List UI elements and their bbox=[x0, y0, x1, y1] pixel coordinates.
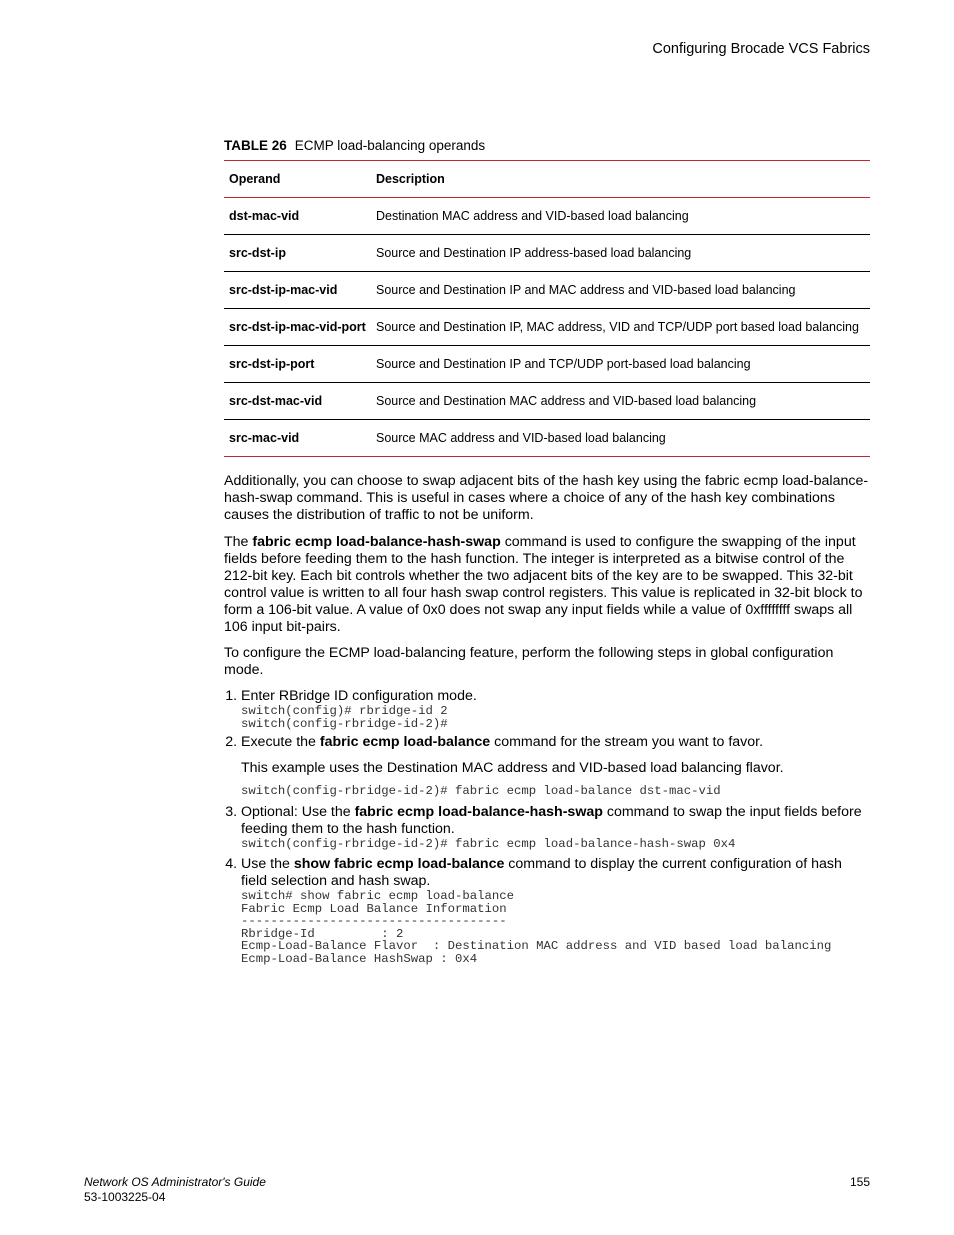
command-name: show fabric ecmp load-balance bbox=[293, 856, 505, 872]
step-note: This example uses the Destination MAC address and VID-based load balancing flavor. bbox=[241, 760, 784, 776]
footer-title: Network OS Administrator's Guide bbox=[84, 1175, 266, 1189]
running-header: Configuring Brocade VCS Fabrics bbox=[652, 41, 870, 57]
step-1 bbox=[241, 688, 870, 730]
text-run: Use the bbox=[241, 856, 294, 872]
page-number: 155 bbox=[849, 1175, 870, 1189]
table-row bbox=[224, 272, 870, 309]
operand-cell: dst-mac-vid bbox=[229, 209, 300, 223]
operand-cell: src-mac-vid bbox=[229, 431, 300, 445]
operand-cell: src-dst-ip bbox=[229, 246, 286, 260]
operand-cell: src-dst-ip-mac-vid-port bbox=[229, 320, 366, 334]
paragraph-hash-swap-intro: Additionally, you can choose to swap adjacent bits of the hash key using the fabric ecmp load-balance-hash-swap command. This is useful in cases where a choice of any of the hash key combinations causes the distribution of traffic to not be uniform. bbox=[224, 473, 869, 523]
table-row bbox=[224, 346, 870, 383]
table-row bbox=[224, 309, 870, 346]
table-row bbox=[224, 235, 870, 272]
text-run: The bbox=[224, 534, 253, 550]
operand-cell: src-dst-ip-port bbox=[229, 357, 315, 371]
column-header-operand: Operand bbox=[224, 161, 371, 198]
page-content bbox=[224, 138, 870, 965]
table-header-row bbox=[224, 161, 870, 198]
text-run: command to display the current configuration of hash field selection and hash swap. bbox=[241, 856, 842, 889]
code-block: switch# show fabric ecmp load-balance Fabric Ecmp Load Balance Information ------------------------------------ Rbridge-Id : 2 Ecmp-Load-Balance Flavor : Destination MAC address and VID based load balancing Ecmp-Load-Balance HashSwap : 0x4 bbox=[241, 889, 832, 966]
step-2 bbox=[241, 734, 870, 798]
description-cell: Source and Destination IP address-based load balancing bbox=[376, 246, 692, 260]
text-run: Execute the bbox=[241, 734, 320, 750]
table-caption-text: ECMP load-balancing operands bbox=[294, 138, 486, 153]
description-cell: Destination MAC address and VID-based load balancing bbox=[376, 209, 689, 223]
text-run: command for the stream you want to favor. bbox=[490, 734, 764, 750]
description-cell: Source and Destination IP and TCP/UDP port-based load balancing bbox=[376, 357, 751, 371]
operand-cell: src-dst-ip-mac-vid bbox=[229, 283, 338, 297]
description-cell: Source and Destination IP, MAC address, VID and TCP/UDP port based load balancing bbox=[376, 320, 859, 334]
table-label: TABLE 26 bbox=[224, 138, 287, 153]
text-run: command is used to configure the swapping of the input fields before feeding them to the hash function. The integer is interpreted as a bitwise control of the 212-bit key. Each bit controls whether the two adjacent bits of the key are to be swapped. This 32-bit control value is written to all four hash swap control registers. This value is replicated in 32-bit block to form a 106-bit value. A value of 0x0 does not swap any input fields while a value of 0xffffffff swaps all 106 input bit-pairs. bbox=[224, 534, 863, 635]
command-name: fabric ecmp load-balance-hash-swap bbox=[252, 534, 501, 550]
description-cell: Source MAC address and VID-based load balancing bbox=[376, 431, 666, 445]
column-header-description: Description bbox=[371, 161, 870, 198]
description-cell: Source and Destination IP and MAC address and VID-based load balancing bbox=[376, 283, 796, 297]
page-footer bbox=[84, 1175, 870, 1205]
table-caption bbox=[224, 138, 870, 153]
command-name: fabric ecmp load-balance-hash-swap bbox=[354, 803, 603, 820]
step-text: Enter RBridge ID configuration mode. bbox=[241, 688, 477, 704]
step-3 bbox=[241, 804, 870, 851]
code-block: switch(config-rbridge-id-2)# fabric ecmp load-balance-hash-swap 0x4 bbox=[241, 836, 736, 851]
operands-table bbox=[224, 160, 870, 457]
description-cell: Source and Destination MAC address and VID-based load balancing bbox=[376, 394, 757, 408]
paragraph-hash-swap-detail bbox=[224, 534, 870, 636]
operand-cell: src-dst-mac-vid bbox=[229, 394, 323, 408]
code-block: switch(config-rbridge-id-2)# fabric ecmp load-balance dst-mac-vid bbox=[241, 784, 721, 798]
text-run: Optional: Use the bbox=[241, 803, 355, 820]
step-4 bbox=[241, 856, 870, 965]
table-row bbox=[224, 198, 870, 235]
procedure-steps bbox=[224, 688, 870, 965]
code-block: switch(config)# rbridge-id 2 switch(config-rbridge-id-2)# bbox=[241, 704, 448, 731]
table-row bbox=[224, 383, 870, 420]
footer-doc-id: 53-1003225-04 bbox=[84, 1190, 166, 1204]
table-row bbox=[224, 420, 870, 457]
command-name: fabric ecmp load-balance bbox=[319, 734, 491, 750]
text-run: command to swap the input fields before feeding them to the hash function. bbox=[241, 803, 862, 837]
paragraph-steps-intro: To configure the ECMP load-balancing feature, perform the following steps in global configuration mode. bbox=[224, 645, 834, 678]
